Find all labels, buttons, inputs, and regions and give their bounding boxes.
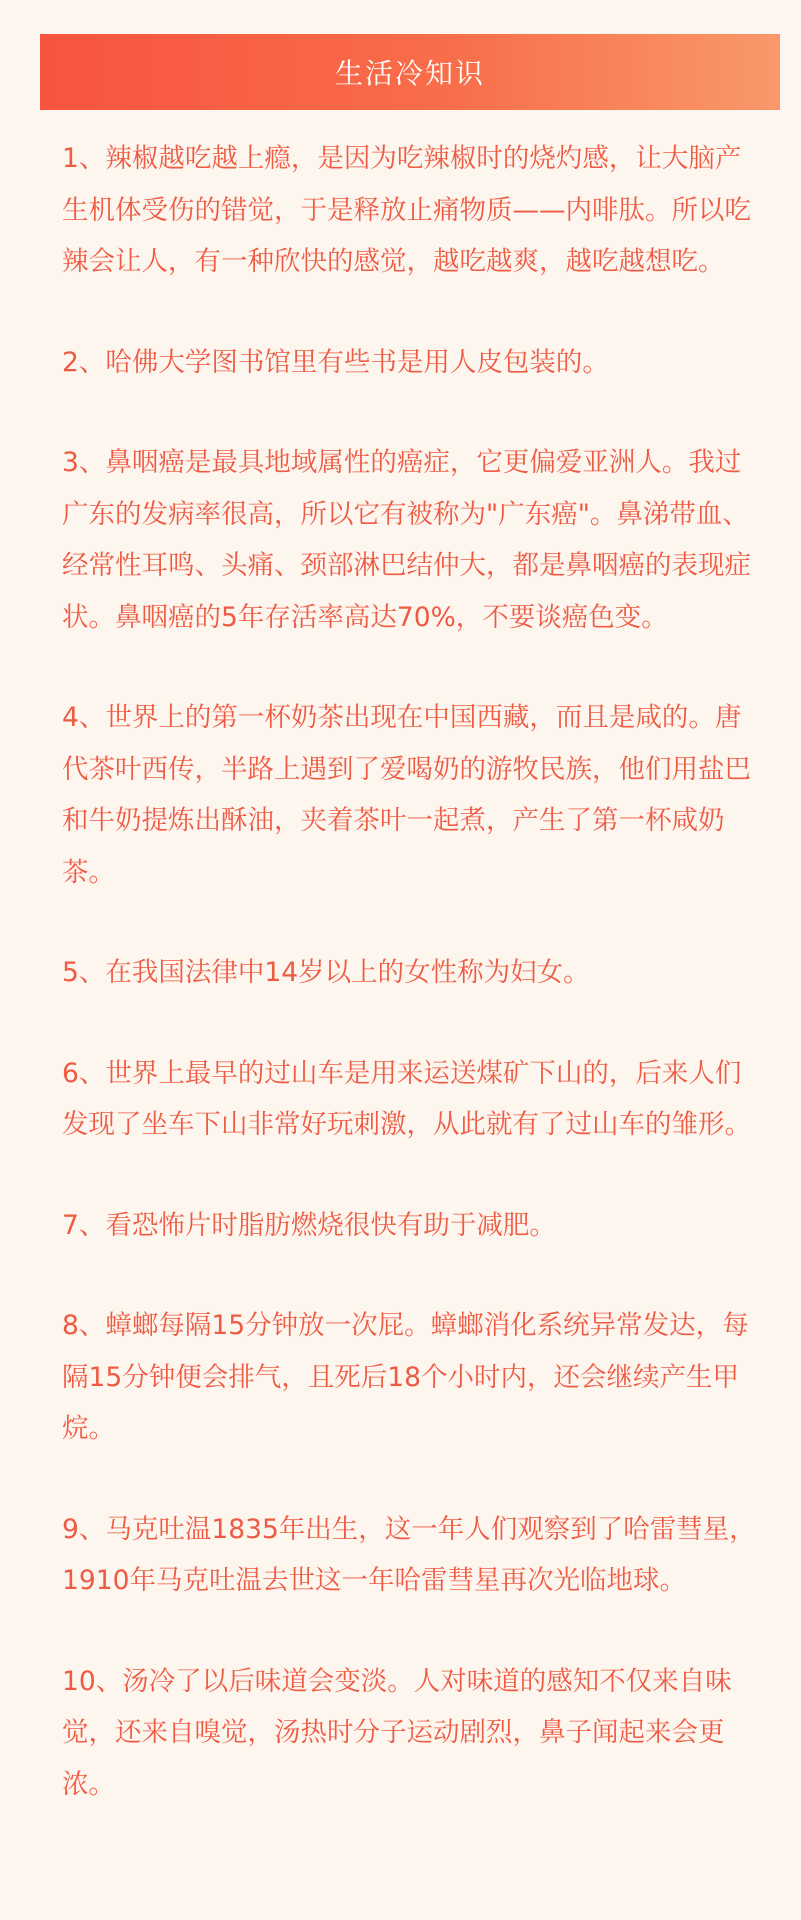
fact-item-7: 7、看恐怖片时脂肪燃烧很快有助于减肥。 <box>62 1209 556 1241</box>
fact-item-2: 2、哈佛大学图书馆里有些书是用人皮包装的。 <box>62 346 609 378</box>
fact-item-10: 10、汤冷了以后味道会变淡。人对味道的感知不仅来自味觉，还来自嗅觉，汤热时分子运动剧烈，鼻子闻起来会更浓。 <box>62 1665 732 1800</box>
page-title: 生活冷知识 <box>334 57 485 90</box>
fact-item-1: 1、辣椒越吃越上瘾，是因为吃辣椒时的烧灼感，让大脑产生机体受伤的错觉，于是释放止痛物质——内啡肽。所以吃辣会让人，有一种欣快的感觉，越吃越爽，越吃越想吃。 <box>62 143 751 277</box>
fact-item-9: 9、马克吐温1835年出生，这一年人们观察到了哈雷彗星，1910年马克吐温去世这一年哈雷彗星再次光临地球。 <box>62 1513 756 1596</box>
fact-item-4: 4、世界上的第一杯奶茶出现在中国西藏，而且是咸的。唐代茶叶西传，半路上遇到了爱喝奶的游牧民族，他们用盐巴和牛奶提炼出酥油，夹着茶叶一起煮，产生了第一杯咸奶茶。 <box>62 702 751 888</box>
fact-item-5: 5、在我国法律中14岁以上的女性称为妇女。 <box>62 957 590 988</box>
header-banner <box>40 34 780 110</box>
fact-item-6: 6、世界上最早的过山车是用来运送煤矿下山的，后来人们发现了坐车下山非常好玩刺激，从此就有了过山车的雏形。 <box>62 1057 751 1140</box>
fact-item-3: 3、鼻咽癌是最具地域属性的癌症，它更偏爱亚洲人。我过广东的发病率很高，所以它有被称为"广东癌"。鼻涕带血、经常性耳鸣、头痛、颈部淋巴结仲大，都是鼻咽癌的表现症状。鼻咽癌的5年存活率高达70%，不要谈癌色变。 <box>62 447 751 633</box>
facts-list <box>62 133 764 1859</box>
fact-item-8: 8、蟑螂每隔15分钟放一次屁。蟑螂消化系统异常发达，每隔15分钟便会排气，且死后18个小时内，还会继续产生甲烷。 <box>62 1310 749 1444</box>
